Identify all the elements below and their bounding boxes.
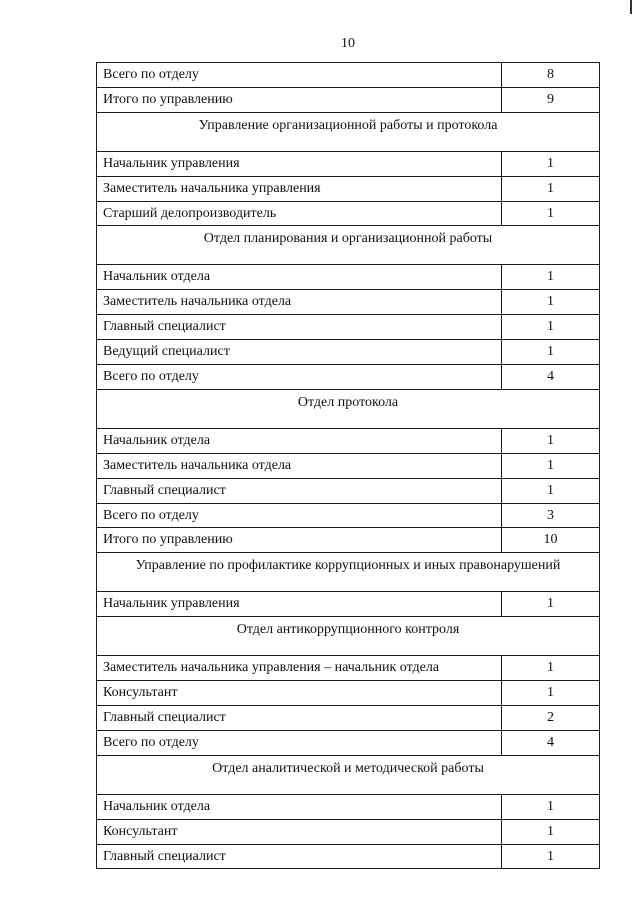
- position-name: Заместитель начальника отдела: [97, 453, 502, 478]
- position-count: 4: [502, 730, 600, 755]
- position-name: Всего по отделу: [97, 63, 502, 88]
- staff-table-body: [97, 63, 600, 869]
- table-row: [97, 315, 600, 340]
- table-row: [97, 201, 600, 226]
- position-count: 9: [502, 87, 600, 112]
- position-name: Заместитель начальника управления – начальник отдела: [97, 656, 502, 681]
- position-count: 1: [502, 340, 600, 365]
- position-count: 1: [502, 453, 600, 478]
- position-name: Заместитель начальника отдела: [97, 290, 502, 315]
- position-name: Старший делопроизводитель: [97, 201, 502, 226]
- position-name: Всего по отделу: [97, 365, 502, 390]
- section-header-row: [97, 389, 600, 428]
- table-row: [97, 681, 600, 706]
- staff-table: [96, 62, 600, 869]
- table-row: [97, 290, 600, 315]
- position-name: Заместитель начальника управления: [97, 176, 502, 201]
- position-name: Начальник отдела: [97, 428, 502, 453]
- position-count: 8: [502, 63, 600, 88]
- table-row: [97, 706, 600, 731]
- table-row: [97, 794, 600, 819]
- section-header-row: [97, 112, 600, 151]
- position-count: 2: [502, 706, 600, 731]
- position-count: 1: [502, 176, 600, 201]
- section-header-row: [97, 617, 600, 656]
- table-row: [97, 592, 600, 617]
- table-row: [97, 844, 600, 869]
- table-row: [97, 428, 600, 453]
- position-name: Начальник отдела: [97, 794, 502, 819]
- position-count: 1: [502, 844, 600, 869]
- section-title: Отдел аналитической и методической работы: [97, 755, 600, 794]
- table-row: [97, 87, 600, 112]
- position-count: 1: [502, 428, 600, 453]
- table-row: [97, 656, 600, 681]
- table-row: [97, 151, 600, 176]
- position-name: Главный специалист: [97, 478, 502, 503]
- section-title: Отдел антикоррупционного контроля: [97, 617, 600, 656]
- table-row: [97, 730, 600, 755]
- position-count: 10: [502, 528, 600, 553]
- position-name: Итого по управлению: [97, 87, 502, 112]
- position-name: Всего по отделу: [97, 503, 502, 528]
- section-title: Отдел планирования и организационной работы: [97, 226, 600, 265]
- position-name: Начальник отдела: [97, 265, 502, 290]
- table-row: [97, 453, 600, 478]
- position-name: Главный специалист: [97, 844, 502, 869]
- table-row: [97, 819, 600, 844]
- position-count: 1: [502, 478, 600, 503]
- position-count: 1: [502, 315, 600, 340]
- position-name: Начальник управления: [97, 592, 502, 617]
- position-count: 1: [502, 265, 600, 290]
- scan-edge-mark: [630, 0, 632, 14]
- section-title: Отдел протокола: [97, 389, 600, 428]
- position-count: 1: [502, 681, 600, 706]
- table-row: [97, 503, 600, 528]
- position-name: Начальник управления: [97, 151, 502, 176]
- position-count: 1: [502, 151, 600, 176]
- table-row: [97, 265, 600, 290]
- table-row: [97, 63, 600, 88]
- position-name: Итого по управлению: [97, 528, 502, 553]
- position-count: 1: [502, 592, 600, 617]
- position-name: Главный специалист: [97, 706, 502, 731]
- section-header-row: [97, 755, 600, 794]
- position-count: 1: [502, 201, 600, 226]
- position-name: Ведущий специалист: [97, 340, 502, 365]
- position-name: Консультант: [97, 819, 502, 844]
- position-name: Консультант: [97, 681, 502, 706]
- section-header-row: [97, 553, 600, 592]
- position-count: 3: [502, 503, 600, 528]
- position-count: 1: [502, 794, 600, 819]
- position-count: 1: [502, 656, 600, 681]
- table-row: [97, 176, 600, 201]
- position-count: 1: [502, 819, 600, 844]
- table-row: [97, 365, 600, 390]
- page-number: 10: [341, 36, 355, 51]
- section-title: Управление по профилактике коррупционных и иных правонарушений: [97, 553, 600, 592]
- position-count: 4: [502, 365, 600, 390]
- position-name: Всего по отделу: [97, 730, 502, 755]
- section-header-row: [97, 226, 600, 265]
- position-count: 1: [502, 290, 600, 315]
- table-row: [97, 528, 600, 553]
- section-title: Управление организационной работы и протокола: [97, 112, 600, 151]
- table-row: [97, 340, 600, 365]
- position-name: Главный специалист: [97, 315, 502, 340]
- table-row: [97, 478, 600, 503]
